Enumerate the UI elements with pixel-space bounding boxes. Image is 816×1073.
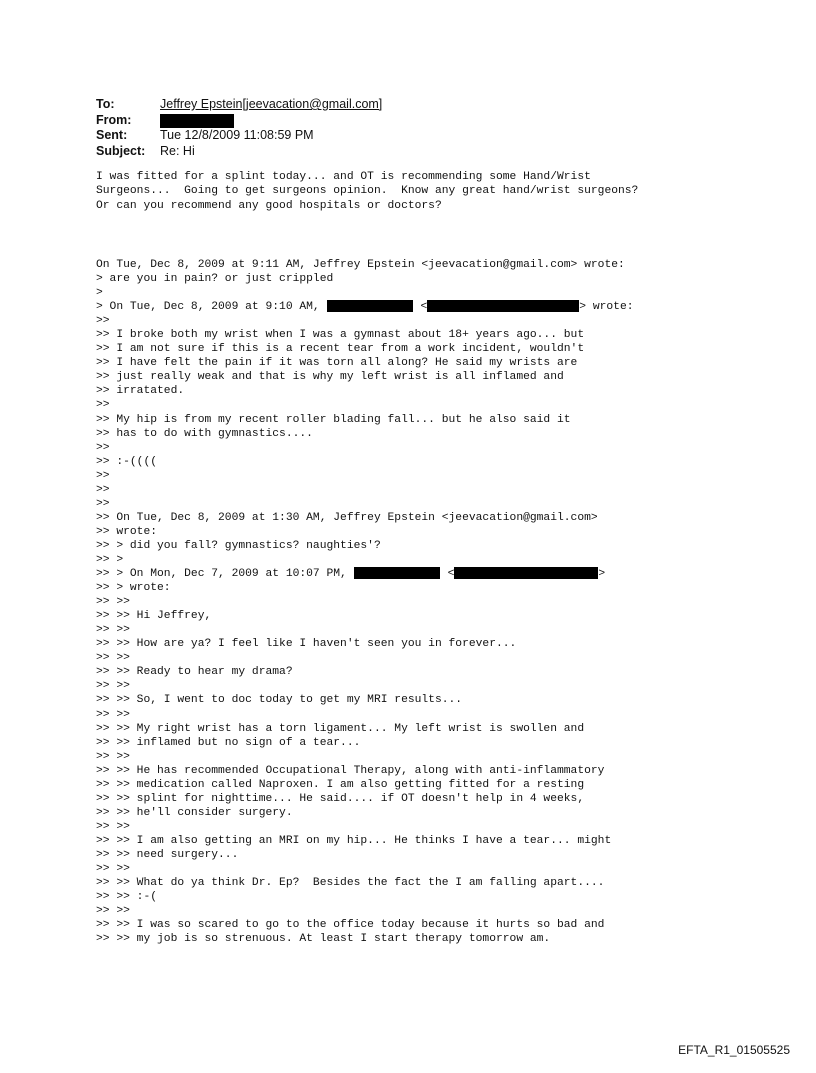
to-label: To:: [96, 97, 115, 111]
quoted-line: >> >> Hi Jeffrey,: [96, 610, 212, 623]
quoted-line: >> > did you fall? gymnastics? naughties'?: [96, 539, 381, 552]
quoted-line: >> >>: [96, 863, 130, 876]
subject-value: Re: Hi: [160, 143, 195, 158]
quoted-line: >> >>: [96, 905, 130, 918]
quoted-line: >> >> I was so scared to go to the office today because it hurts so bad and: [96, 919, 605, 932]
quoted-line: >> >> medication called Naproxen. I am also getting fitted for a resting: [96, 778, 585, 791]
quoted-line: >> On Tue, Dec 8, 2009 at 1:30 AM, Jeffrey Epstein <jeevacation@gmail.com>: [96, 511, 598, 524]
quoted-line: >>: [96, 315, 110, 328]
quoted-line: >> >> I am also getting an MRI on my hip... He thinks I have a tear... might: [96, 834, 612, 847]
quoted-text: > On Tue, Dec 8, 2009 at 9:10 AM,: [96, 301, 327, 314]
to-row: [96, 97, 382, 113]
quoted-text: <: [420, 301, 428, 314]
from-label: From:: [96, 112, 132, 127]
quoted-line: >> wrote:: [96, 525, 158, 538]
quoted-line: >> >: [96, 553, 124, 566]
quoted-line: >> has to do with gymnastics....: [96, 427, 313, 440]
quoted-line: >> > wrote:: [96, 582, 171, 595]
quoted-line: >> irratated.: [96, 385, 185, 398]
quoted-line: >> just really weak and that is why my left wrist is all inflamed and: [96, 371, 564, 384]
quoted-line: >> >>: [96, 652, 130, 665]
quoted-line: >> >>: [96, 624, 130, 637]
quoted-text: <: [447, 568, 455, 581]
email-header: [96, 97, 382, 159]
redaction-block: [454, 567, 598, 579]
quoted-line: >> >> my job is so strenuous. At least I start therapy tomorrow am.: [96, 933, 551, 946]
quoted-line: >> >>: [96, 596, 130, 609]
quoted-line: >> >> My right wrist has a torn ligament... My left wrist is swollen and: [96, 722, 585, 735]
quoted-line-redacted: [96, 300, 634, 314]
quoted-text: >> > On Mon, Dec 7, 2009 at 10:07 PM,: [96, 568, 354, 581]
quoted-line: >> I have felt the pain if it was torn all along? He said my wrists are: [96, 357, 578, 370]
quoted-line: >> I broke both my wrist when I was a gymnast about 18+ years ago... but: [96, 329, 585, 342]
redaction-block: [160, 114, 234, 128]
quoted-line: >>: [96, 483, 110, 496]
quoted-line: >> >>: [96, 680, 130, 693]
quoted-line: >>: [96, 399, 110, 412]
quoted-line: >> >> inflamed but no sign of a tear...: [96, 736, 361, 749]
redaction-block: [427, 300, 579, 312]
quoted-line: >> >> So, I went to doc today to get my MRI results...: [96, 694, 463, 707]
redaction-block: [354, 567, 440, 579]
quoted-line: >> >>: [96, 750, 130, 763]
body-line: Surgeons... Going to get surgeons opinion. Know any great hand/wrist surgeons?: [96, 185, 639, 198]
body-line: I was fitted for a splint today... and OT is recommending some Hand/Wrist: [96, 171, 591, 183]
from-row: [96, 113, 382, 129]
quoted-line: >> >> He has recommended Occupational Therapy, along with anti-inflammatory: [96, 764, 605, 777]
sent-label: Sent:: [96, 128, 128, 142]
quoted-line: >> >> splint for nighttime... He said.... if OT doesn't help in 4 weeks,: [96, 792, 585, 805]
quoted-line: >> >> he'll consider surgery.: [96, 806, 293, 819]
quoted-line: >> >> need surgery...: [96, 848, 239, 861]
document-id: EFTA_R1_01505525: [678, 1043, 790, 1057]
quoted-line: >> >> :-(: [96, 891, 158, 904]
quoted-line: >: [96, 287, 103, 300]
quoted-line: >> My hip is from my recent roller blading fall... but he also said it: [96, 413, 571, 426]
from-value: [160, 113, 234, 129]
quoted-text: >: [598, 568, 606, 581]
body-line: Or can you recommend any good hospitals or doctors?: [96, 199, 442, 212]
quoted-text: > wrote:: [579, 301, 634, 314]
quoted-line: >>: [96, 497, 110, 510]
quoted-line: >>: [96, 441, 110, 454]
quoted-line: On Tue, Dec 8, 2009 at 9:11 AM, Jeffrey Epstein <jeevacation@gmail.com> wrote:: [96, 259, 625, 271]
quoted-line: >> :-((((: [96, 455, 158, 468]
sent-row: [96, 128, 382, 144]
quoted-line: >>: [96, 469, 110, 482]
redaction-block: [327, 300, 413, 312]
quoted-line: >> I am not sure if this is a recent tear from a work incident, wouldn't: [96, 343, 585, 356]
to-value: Jeffrey Epstein[jeevacation@gmail.com]: [160, 97, 383, 111]
quoted-line: > are you in pain? or just crippled: [96, 273, 334, 286]
quoted-line: >> >> How are ya? I feel like I haven't seen you in forever...: [96, 638, 517, 651]
email-body: [96, 170, 638, 213]
quoted-line: >> >> Ready to hear my drama?: [96, 666, 293, 679]
subject-label: Subject:: [96, 143, 146, 158]
quoted-line: >> >>: [96, 708, 130, 721]
quoted-line: >> >>: [96, 820, 130, 833]
quoted-line-redacted: [96, 567, 634, 581]
quoted-line: >> >> What do ya think Dr. Ep? Besides the fact the I am falling apart....: [96, 877, 605, 890]
subject-row: [96, 144, 382, 160]
sent-value: Tue 12/8/2009 11:08:59 PM: [160, 128, 314, 142]
quoted-thread: [96, 258, 634, 946]
